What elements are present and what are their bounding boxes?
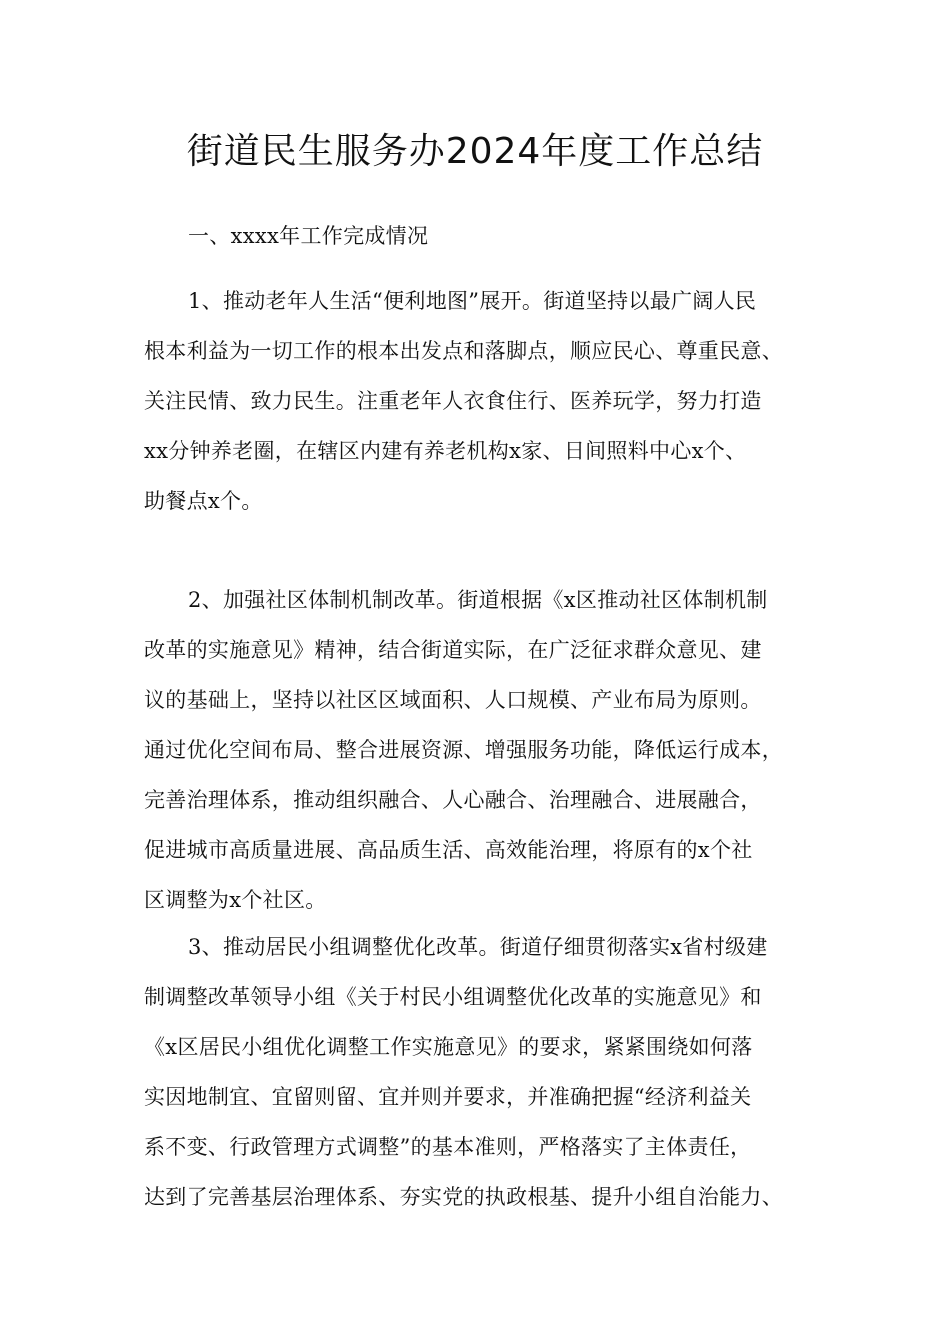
paragraph-line: 通过优化空间布局、整合进展资源、增强服务功能，降低运行成本， [144, 738, 783, 762]
paragraph-line: 3、推动居民小组调整优化改革。街道仔细贯彻落实x省村级建 [188, 935, 768, 959]
paragraph-3 [144, 922, 834, 1222]
section-heading: 一、xxxx年工作完成情况 [188, 224, 429, 248]
paragraph-line: 助餐点x个。 [144, 489, 263, 513]
paragraph-line: 改革的实施意见》精神，结合街道实际，在广泛征求群众意见、建 [144, 638, 762, 662]
paragraph-line: 关注民情、致力民生。注重老年人衣食住行、医养玩学，努力打造 [144, 389, 762, 413]
paragraph-line: 实因地制宜、宜留则留、宜并则并要求，并准确把握“经济利益关 [144, 1085, 752, 1109]
paragraph-line: 制调整改革领导小组《关于村民小组调整优化改革的实施意见》和 [144, 985, 762, 1009]
paragraph-line: 达到了完善基层治理体系、夯实党的执政根基、提升小组自治能力、 [144, 1185, 783, 1209]
paragraph-line: 《x区居民小组优化调整工作实施意见》的要求，紧紧围绕如何落 [144, 1035, 753, 1059]
paragraph-line: 议的基础上，坚持以社区区域面积、人口规模、产业布局为原则。 [144, 688, 762, 712]
paragraph-line: 2、加强社区体制机制改革。街道根据《x区推动社区体制机制 [188, 588, 768, 612]
paragraph-line: xx分钟养老圈，在辖区内建有养老机构x家、日间照料中心x个、 [144, 439, 747, 463]
paragraph-line: 区调整为x个社区。 [144, 888, 327, 912]
heading-section [144, 211, 834, 261]
paragraph-1 [144, 276, 834, 526]
paragraph-line: 1、推动老年人生活“便利地图”展开。街道坚持以最广阔人民 [188, 289, 757, 313]
document-title: 街道民生服务办2024年度工作总结 [186, 131, 764, 172]
paragraph-line: 完善治理体系，推动组织融合、人心融合、治理融合、进展融合， [144, 788, 762, 812]
paragraph-2 [144, 575, 834, 925]
paragraph-line: 系不变、行政管理方式调整”的基本准则，严格落实了主体责任， [144, 1135, 752, 1159]
paragraph-line: 促进城市高质量进展、高品质生活、高效能治理，将原有的x个社 [144, 838, 753, 862]
paragraph-line: 根本利益为一切工作的根本出发点和落脚点，顺应民心、尊重民意、 [144, 339, 783, 363]
